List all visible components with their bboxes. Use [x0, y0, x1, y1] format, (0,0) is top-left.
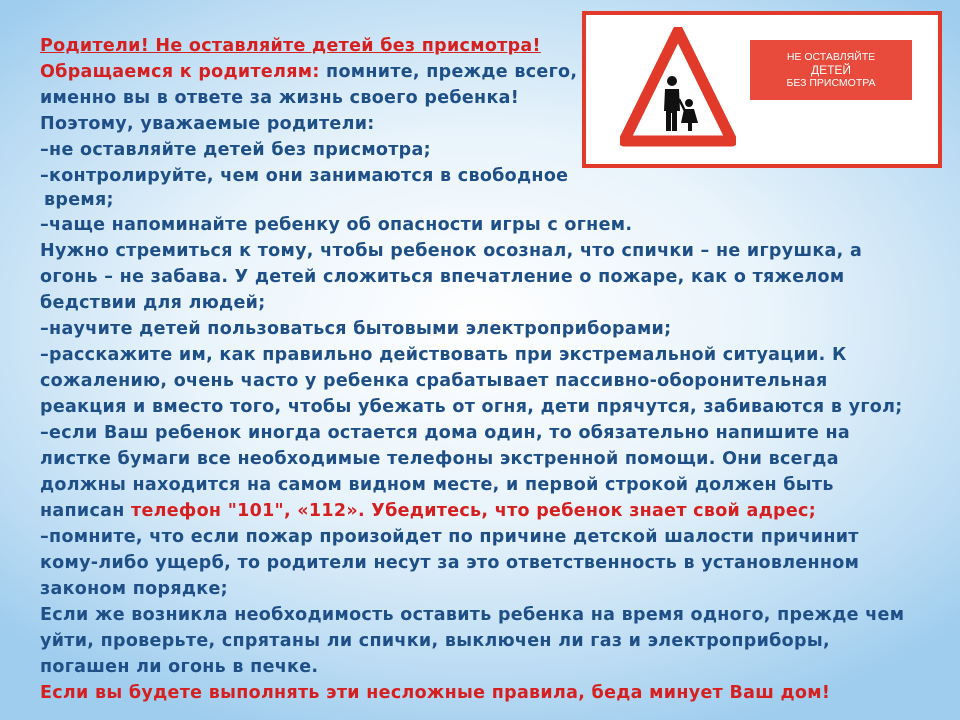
- text-line: –расскажите им, как правильно действовать при экстремальной ситуации. К: [40, 345, 847, 365]
- text-line: –если Ваш ребенок иногда остается дома один, то обязательно напишите на: [40, 423, 851, 443]
- text-line: законом порядке;: [40, 579, 228, 599]
- appeal-label: Обращаемся к родителям:: [40, 62, 320, 82]
- text-line: –чаще напоминайте ребенку об опасности игры с огнем.: [40, 215, 633, 235]
- text-line: погашен ли огонь в печке.: [40, 657, 319, 677]
- text-line: должны находится на самом видном месте, и первой строкой должен быть: [40, 475, 834, 495]
- text-line: огонь – не забава. У детей сложиться впечатление о пожаре, как о тяжелом: [40, 267, 845, 287]
- heading: Родители! Не оставляйте детей без присмотра!: [40, 36, 541, 56]
- sign-label-line1: НЕ ОСТАВЛЯЙТЕ: [786, 50, 876, 63]
- sign-label-line3: БЕЗ ПРИСМОТРА: [786, 76, 876, 89]
- text-line: Нужно стремиться к тому, чтобы ребенок осознал, что спички – не игрушка, а: [40, 241, 863, 261]
- text-line: –помните, что если пожар произойдет по причине детской шалости причинит: [40, 527, 859, 547]
- text-line: листке бумаги все необходимые телефоны экстренной помощи. Они всегда: [40, 449, 839, 469]
- emergency-phones: телефон "101", «112». Убедитесь, что ребенок знает свой адрес;: [131, 501, 816, 521]
- text-line: Поэтому, уважаемые родители:: [40, 114, 375, 134]
- text-line: уйти, проверьте, спрятаны ли спички, выключен ли газ и электроприборы,: [40, 631, 830, 651]
- text-line: реакция и вместо того, чтобы убежать от огня, дети прячутся, забиваются в угол;: [40, 397, 903, 417]
- closing-line: Если вы будете выполнять эти несложные правила, беда минует Ваш дом!: [40, 683, 831, 703]
- text-line: сожалению, очень часто у ребенка срабатывает пассивно-оборонительная: [40, 371, 828, 391]
- text-line: кому-либо ущерб, то родители несут за это ответственность в установленном: [40, 553, 860, 573]
- text-line: время;: [44, 190, 114, 210]
- text-line: [40, 499, 816, 524]
- text-line: Если же возникла необходимость оставить ребенка на время одного, прежде чем: [40, 605, 905, 625]
- phone-prefix: написан: [40, 501, 132, 521]
- text-line: –не оставляйте детей без присмотра;: [40, 140, 431, 160]
- text-line: –научите детей пользоваться бытовыми электроприборами;: [40, 319, 672, 339]
- appeal-text: помните, прежде всего,: [319, 62, 578, 82]
- text-line: именно вы в ответе за жизнь своего ребенка!: [40, 88, 520, 108]
- sign-label-line2: ДЕТЕЙ: [810, 62, 852, 77]
- text-line: бедствии для людей;: [40, 293, 266, 313]
- text-line: [40, 60, 577, 85]
- text-line: –контролируйте, чем они занимаются в свободное: [40, 166, 569, 186]
